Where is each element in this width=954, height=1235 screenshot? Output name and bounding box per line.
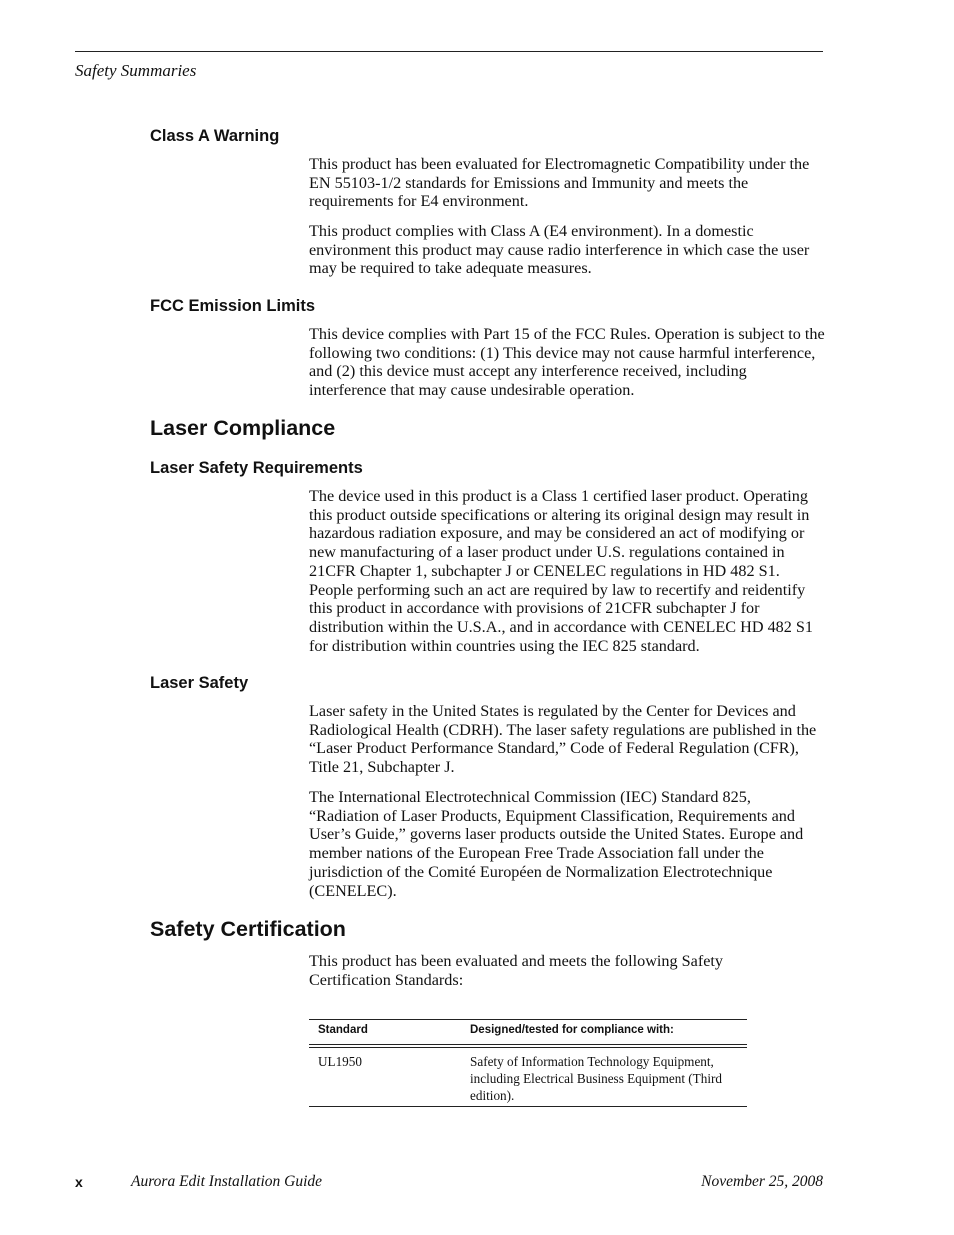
table-row xyxy=(309,1048,747,1106)
class-a-paragraph-1: This product has been evaluated for Electromagnetic Compatibility under the EN 55103-1/2 standards for Emissions and Immunity and meets the requirements for E4 environment. xyxy=(309,155,810,211)
heading-laser-compliance: Laser Compliance xyxy=(150,416,336,440)
table-header-compliance: Designed/tested for compliance with: xyxy=(470,1024,674,1036)
heading-fcc-emission-limits: FCC Emission Limits xyxy=(150,297,316,315)
table-bottom-rule xyxy=(309,1106,747,1107)
heading-laser-safety-requirements: Laser Safety Requirements xyxy=(150,459,363,477)
footer-page-number: x xyxy=(75,1174,83,1190)
header-rule xyxy=(75,51,823,52)
table-cell-standard: UL1950 xyxy=(318,1054,362,1069)
laser-safety-paragraph-1: Laser safety in the United States is regulated by the Center for Devices and Radiological Health (CDRH). The laser safety regulations are published in the “Laser Product Performance Standard,” Code of Federal Regulation (CFR), Title 21, Subchapter J. xyxy=(309,702,817,777)
heading-safety-certification: Safety Certification xyxy=(150,917,346,941)
laser-safety-paragraph-2: The International Electrotechnical Commission (IEC) Standard 825, “Radiation of Laser Products, Equipment Classification, Requirements and User’s Guide,” governs laser products outside the United States. Europe and member nations of the European Free Trade Association fall under the jurisdiction of the Comité Européen de Normalization Electrotechnique (CENELEC). xyxy=(309,788,804,900)
footer-date: November 25, 2008 xyxy=(701,1173,823,1190)
certification-table xyxy=(309,1019,747,1107)
footer-doc-title: Aurora Edit Installation Guide xyxy=(131,1173,323,1190)
class-a-paragraph-2: This product complies with Class A (E4 environment). In a domestic environment this product may cause radio interference in which case the user may be required to take adequate measures. xyxy=(309,222,810,278)
heading-laser-safety: Laser Safety xyxy=(150,674,249,692)
fcc-paragraph-1: This device complies with Part 15 of the FCC Rules. Operation is subject to the following two conditions: (1) This device may not cause harmful interference, and (2) this device must accept any interference received, including interference that may cause undesirable operation. xyxy=(309,325,825,400)
laser-safety-requirements-paragraph: The device used in this product is a Class 1 certified laser product. Operating this product outside specifications or altering its original design may result in hazardous radiation exposure, and may be considered an act of modifying or new manufacturing of a laser product under U.S. regulations contained in 21CFR Chapter 1, subchapter J or CENELEC regulations in HD 482 S1. People performing such an act are required by law to recertify and reidentify this product in accordance with provisions of 21CFR subchapter J for distribution within the U.S.A., and in accordance with CENELEC HD 482 S1 for distribution within countries using the IEC 825 standard. xyxy=(309,487,813,655)
running-head: Safety Summaries xyxy=(75,61,197,80)
table-header-standard: Standard xyxy=(318,1024,368,1036)
heading-class-a-warning: Class A Warning xyxy=(150,127,280,145)
table-header-row xyxy=(309,1020,747,1044)
safety-certification-paragraph: This product has been evaluated and meets the following Safety Certification Standards: xyxy=(309,952,724,989)
table-cell-compliance: Safety of Information Technology Equipment, including Electrical Business Equipment (Third edition). xyxy=(470,1054,722,1103)
